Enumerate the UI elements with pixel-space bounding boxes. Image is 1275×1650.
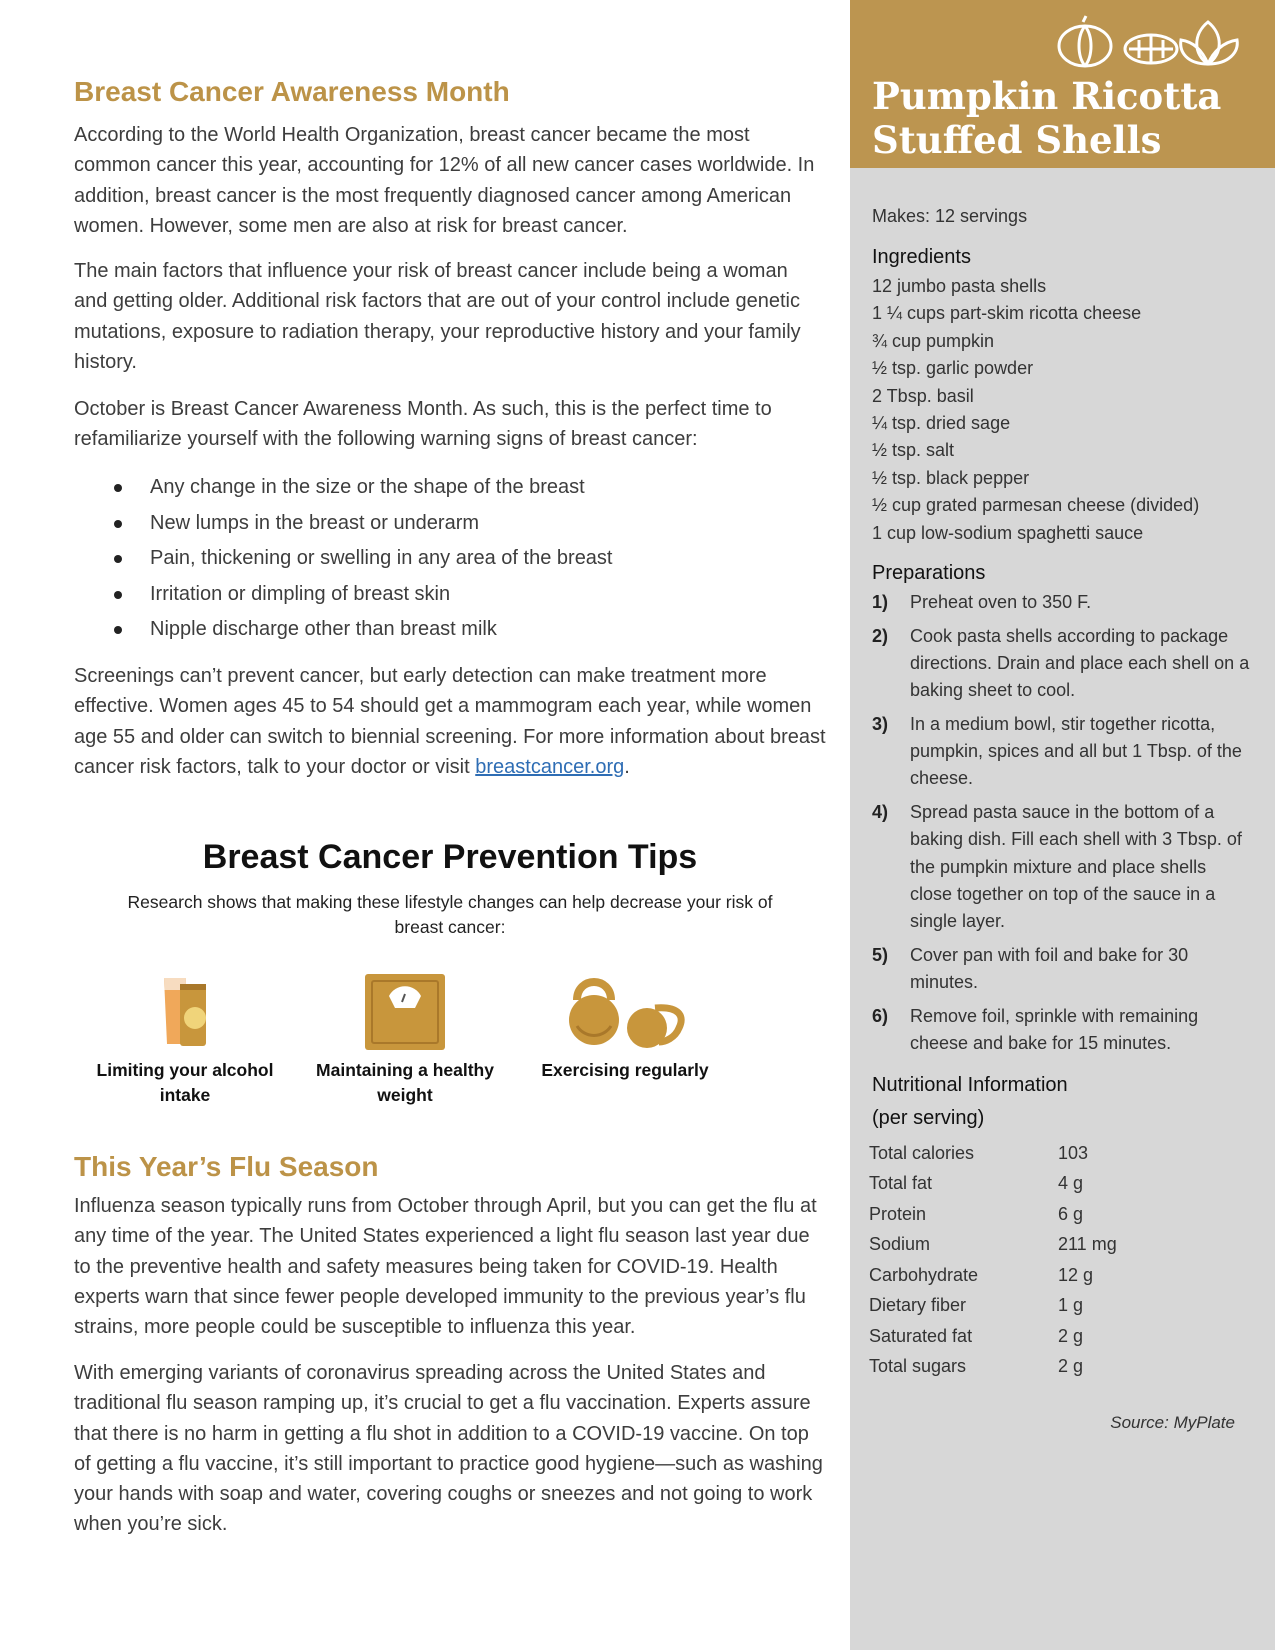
warning-signs-list	[74, 470, 826, 648]
recipe-sidebar	[850, 0, 1275, 1650]
bullet-icon	[114, 591, 122, 599]
list-item: ¼ tsp. dried sage	[872, 412, 1011, 433]
list-item: Any change in the size or the shape of the breast	[74, 470, 826, 506]
list-item: 6) Remove foil, sprinkle with remaining cheese and bake for 15 minutes.	[872, 1005, 1199, 1053]
bullet-icon	[114, 626, 122, 634]
list-item: 1) Preheat oven to 350 F.	[872, 592, 1092, 612]
table-row: Total sugars 2 g	[869, 1356, 1084, 1377]
list-item: 12 jumbo pasta shells	[872, 276, 1047, 296]
list-item: Irritation or dimpling of breast skin	[74, 577, 826, 613]
breast-cancer-heading: Breast Cancer Awareness Month	[74, 76, 510, 107]
list-item: 1 ¼ cups part-skim ricotta cheese	[872, 303, 1142, 324]
table-row: Carbohydrate 12 g	[869, 1264, 1094, 1285]
list-item: 1 cup low-sodium spaghetti sauce	[872, 522, 1144, 543]
article1-paragraph-1: According to the World Health Organization, breast cancer became the most common cancer this year, accounting for 12% of all new cancer cases worldwide. In addition, breast cancer is the most frequently diagnosed cancer among American women. However, some men are also at risk for breast cancer.	[74, 124, 815, 237]
table-row: Protein 6 g	[869, 1203, 1084, 1224]
article1-paragraph-4: Screenings can’t prevent cancer, but early detection can make treatment more effective. Women ages 45 to 54 should get a mammogram each year, while women age 55 and older can switch to biennial screening. For more information about breast cancer risk factors, talk to your doctor or visit breastcancer.org.	[74, 665, 826, 778]
bullet-icon	[114, 520, 122, 528]
table-row: Saturated fat 2 g	[869, 1325, 1084, 1346]
article2-paragraph-2: With emerging variants of coronavirus spreading across the United States and traditional flu season ramping up, it’s crucial to get a flu vaccination. Experts assure that there is no harm in getting a flu shot in addition to a COVID-19 vaccine. On top of getting a flu vaccine, it’s still important to practice good hygiene—such as washing your hands with soap and water, covering coughs or sneezes and not going to work when you’re sick.	[74, 1362, 823, 1536]
list-item: 5) Cover pan with foil and bake for 30 minutes.	[872, 944, 1189, 993]
article1-paragraph-2: The main factors that influence your risk of breast cancer include being a woman and getting older. Additional risk factors that are out of your control include genetic mutations, exposure to radiation therapy, your reproductive history and your family history.	[74, 260, 801, 373]
tip-exercise	[520, 970, 730, 1083]
list-item: 4) Spread pasta sauce in the bottom of a baking dish. Fill each shell with 3 Tbsp. of the pumpkin mixture and place shells close together on top of the sauce in a single layer.	[872, 801, 1242, 932]
article1-paragraph-3: October is Breast Cancer Awareness Month. As such, this is the perfect time to refamiliarize yourself with the following warning signs of breast cancer:	[74, 398, 772, 451]
list-item: ½ tsp. salt	[872, 440, 955, 461]
breastcancer-link[interactable]: breastcancer.org	[475, 755, 625, 778]
list-item: 3) In a medium bowl, stir together ricotta, pumpkin, spices and all but 1 Tbsp. of the cheese.	[872, 713, 1242, 789]
prevention-tips-subtitle: Research shows that making these lifestyle changes can help decrease your risk of breast cancer:	[127, 892, 773, 937]
seed-icon	[1125, 35, 1177, 63]
beer-can-icon	[125, 970, 245, 1050]
table-row: Total fat 4 g	[869, 1173, 1084, 1194]
preparations-heading: Preparations	[872, 562, 986, 584]
table-row: Dietary fiber 1 g	[869, 1295, 1084, 1316]
ingredients-heading: Ingredients	[872, 246, 971, 268]
bullet-icon	[114, 484, 122, 492]
leaf-icon	[1181, 22, 1238, 64]
tip-label: Limiting your alcohol intake	[96, 1060, 274, 1105]
tip-label: Exercising regularly	[541, 1060, 709, 1080]
bullet-icon	[114, 555, 122, 563]
kettlebell-icon	[555, 970, 695, 1050]
list-item: ¾ cup pumpkin	[872, 330, 995, 351]
list-item: ½ tsp. garlic powder	[872, 358, 1034, 379]
list-item: ½ cup grated parmesan cheese (divided)	[872, 495, 1200, 516]
recipe-title: Pumpkin Ricotta Stuffed Shells	[872, 74, 1222, 162]
list-item: Pain, thickening or swelling in any area of the breast	[74, 541, 826, 577]
list-item: New lumps in the breast or underarm	[74, 506, 826, 542]
tip-label: Maintaining a healthy weight	[316, 1060, 494, 1105]
flu-season-heading: This Year’s Flu Season	[74, 1151, 379, 1182]
list-item: 2 Tbsp. basil	[872, 385, 974, 406]
nutrition-heading: Nutritional Information	[872, 1074, 1068, 1096]
table-row: Sodium 211 mg	[869, 1234, 1117, 1255]
list-item: ½ tsp. black pepper	[872, 467, 1030, 488]
list-item: Nipple discharge other than breast milk	[74, 612, 826, 648]
table-row: Total calories 103	[869, 1142, 1089, 1163]
tip-alcohol	[80, 970, 290, 1108]
nutrition-table	[869, 1138, 1117, 1382]
prevention-tips-title: Breast Cancer Prevention Tips	[202, 838, 698, 876]
header-icons	[1053, 14, 1263, 75]
tip-weight	[300, 970, 510, 1108]
nutrition-subheading: (per serving)	[872, 1107, 985, 1129]
ingredients-list	[872, 273, 1199, 547]
recipe-servings: Makes: 12 servings	[872, 206, 1028, 226]
recipe-header	[850, 0, 1275, 168]
preparations-list	[872, 589, 1252, 1064]
scale-icon	[345, 970, 465, 1050]
recipe-source: Source: MyPlate	[1110, 1413, 1235, 1432]
list-item: 2) Cook pasta shells according to package directions. Drain and place each shell on a baking sheet to cool.	[872, 625, 1250, 701]
pumpkin-icon	[1059, 16, 1111, 66]
article2-paragraph-1: Influenza season typically runs from October through April, but you can get the flu at any time of the year. The United States experienced a light flu season last year due to the preventive health and safety measures being taken for COVID-19. Health experts warn that since fewer people developed immunity to the previous year’s flu strains, more people could be susceptible to influenza this year.	[74, 1195, 817, 1339]
